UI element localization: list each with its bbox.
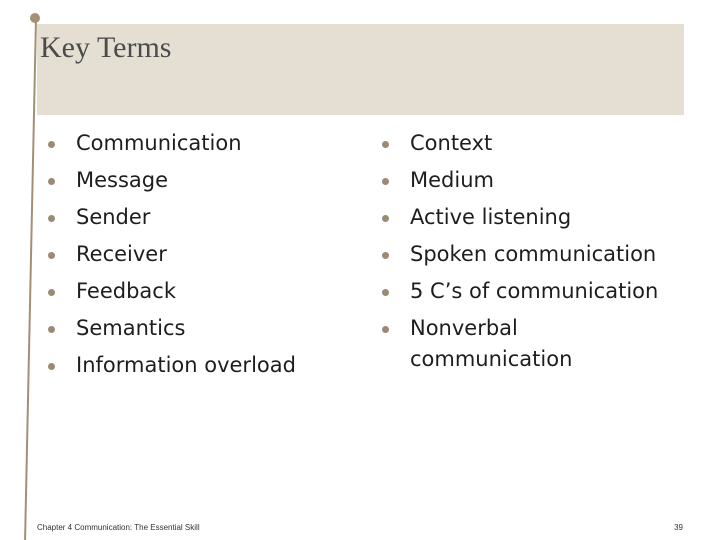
bullet-icon bbox=[48, 326, 55, 333]
bullet-icon bbox=[48, 363, 55, 370]
left-terms-list bbox=[48, 128, 338, 387]
term-text: Feedback bbox=[76, 279, 177, 303]
list-item bbox=[48, 313, 338, 344]
term-text: Medium bbox=[410, 168, 494, 192]
bullet-icon bbox=[48, 289, 55, 296]
list-item bbox=[382, 239, 682, 270]
slide-title: Key Terms bbox=[40, 31, 172, 64]
bullet-icon bbox=[382, 178, 389, 185]
list-item bbox=[382, 202, 682, 233]
term-text: Sender bbox=[76, 205, 151, 229]
term-text: Semantics bbox=[76, 316, 186, 340]
list-item bbox=[382, 313, 682, 375]
term-text: Active listening bbox=[410, 205, 572, 229]
bullet-icon bbox=[382, 252, 389, 259]
term-text: Communication bbox=[76, 131, 242, 155]
bullet-icon bbox=[382, 215, 389, 222]
decorative-vertical-rule bbox=[24, 18, 37, 540]
list-item bbox=[382, 276, 682, 307]
decorative-dot bbox=[30, 13, 40, 23]
bullet-icon bbox=[48, 178, 55, 185]
bullet-icon bbox=[48, 215, 55, 222]
bullet-icon bbox=[48, 252, 55, 259]
term-text: Information overload bbox=[76, 353, 296, 377]
list-item bbox=[382, 165, 682, 196]
list-item bbox=[48, 128, 338, 159]
bullet-icon bbox=[48, 141, 55, 148]
page-number: 39 bbox=[674, 523, 683, 532]
term-text: Spoken communication bbox=[410, 242, 657, 266]
term-text: Nonverbal communication bbox=[410, 316, 573, 371]
list-item bbox=[48, 202, 338, 233]
bullet-icon bbox=[382, 289, 389, 296]
right-terms-list bbox=[382, 128, 682, 381]
term-text: Context bbox=[410, 131, 493, 155]
list-item bbox=[48, 239, 338, 270]
term-text: Message bbox=[76, 168, 169, 192]
list-item bbox=[48, 276, 338, 307]
list-item bbox=[48, 165, 338, 196]
bullet-icon bbox=[382, 326, 389, 333]
list-item bbox=[382, 128, 682, 159]
term-text: Receiver bbox=[76, 242, 167, 266]
footer-chapter-text: Chapter 4 Communication: The Essential Skill bbox=[37, 523, 200, 532]
term-text: 5 C’s of communication bbox=[410, 279, 659, 303]
list-item bbox=[48, 350, 338, 381]
bullet-icon bbox=[382, 141, 389, 148]
